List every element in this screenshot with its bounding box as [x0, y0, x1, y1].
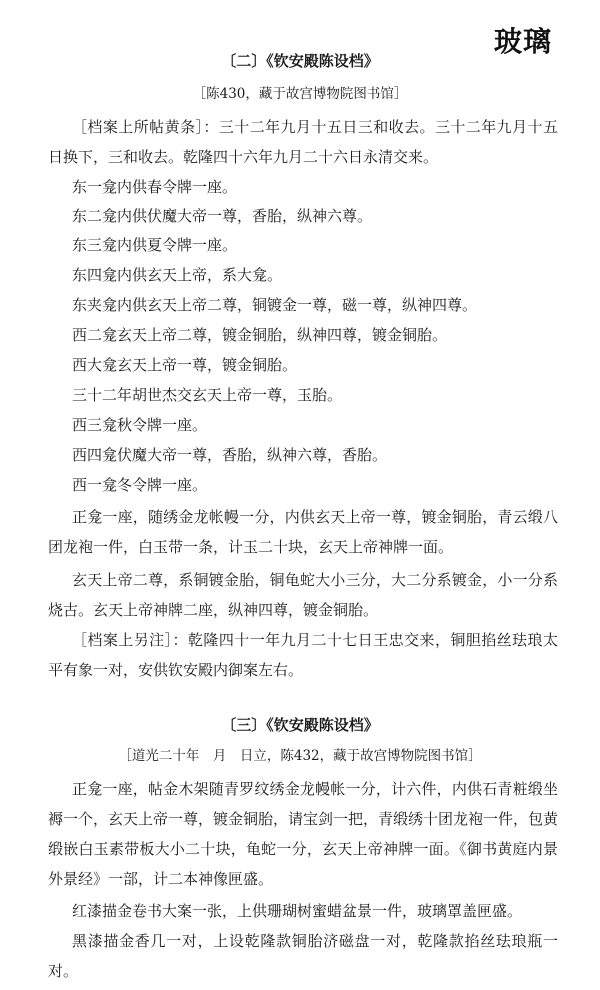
paragraph: 西四龛伏魔大帝一尊，香胎，纵神六尊，香胎。: [72, 446, 388, 464]
paragraph: 东夹龛内供玄天上帝二尊，铜镀金一尊，磁一尊，纵神四尊。: [72, 296, 478, 314]
paragraph: 东四龛内供玄天上帝，系大龛。: [72, 266, 283, 284]
corner-mark: 玻璃: [493, 25, 552, 58]
section2-source: ［陈430，藏于故宫博物院图书馆］: [192, 86, 408, 102]
section2-heading: 〔二〕《钦安殿陈设档》: [221, 52, 379, 70]
paragraph: ［档案上所帖黄条］：三十二年九月十五日三和收去。三十二年九月十五日换下，三和收去。乾隆四十六年九月二十六日永清交来。: [48, 118, 558, 166]
section3-source: ［道光二十年 月 日立，陈432，藏于故宫博物院图书馆］: [118, 748, 482, 764]
paragraph: 正龛一座，随绣金龙帐幔一分，内供玄天上帝一尊，镀金铜胎，青云缎八团龙袍一件，白玉带一条，计玉二十块，玄天上帝神牌一面。: [48, 508, 558, 556]
paragraph: 东二龛内供伏魔大帝一尊，香胎，纵神六尊。: [72, 207, 373, 225]
paragraph: 黑漆描金香几一对，上设乾隆款铜胎济磁盘一对，乾隆款掐丝珐琅瓶一对。: [48, 932, 558, 980]
paragraph: 西一龛冬令牌一座。: [72, 476, 208, 494]
paragraph: 东三龛内供夏令牌一座。: [72, 236, 238, 254]
paragraph: 正龛一座，帖金木架随青罗纹绣金龙幔帐一分，计六件，内供石青粧缎坐褥一个，玄天上帝一尊，镀金铜胎，请宝剑一把，青缎绣十团龙袍一件，包黄缎嵌白玉素带板大小二十块，龟蛇一分，玄天上帝神牌一面。《御书黄庭内景外景经》一部，计二本神像匣盛。: [48, 780, 559, 888]
paragraph: 东一龛内供春令牌一座。: [72, 178, 238, 196]
paragraph: 红漆描金卷书大案一张，上供珊瑚树蜜蜡盆景一件，玻璃罩盖匣盛。: [72, 902, 523, 920]
paragraph: 三十二年胡世杰交玄天上帝一尊，玉胎。: [72, 386, 343, 404]
paragraph: 西大龛玄天上帝一尊，镀金铜胎。: [72, 356, 298, 374]
paragraph: 西三龛秋令牌一座。: [72, 416, 208, 434]
paragraph: ［档案上另注］：乾隆四十一年九月二十七日王忠交来，铜胆掐丝珐琅太平有象一对，安供钦安殿内御案左右。: [48, 631, 558, 679]
paragraph: 西二龛玄天上帝二尊，镀金铜胎，纵神四尊，镀金铜胎。: [72, 326, 448, 344]
paragraph: 玄天上帝二尊，系铜镀金胎，铜龟蛇大小三分，大二分系镀金，小一分系烧古。玄天上帝神牌二座，纵神四尊，镀金铜胎。: [48, 571, 558, 619]
section3-heading: 〔三〕《钦安殿陈设档》: [221, 716, 379, 734]
